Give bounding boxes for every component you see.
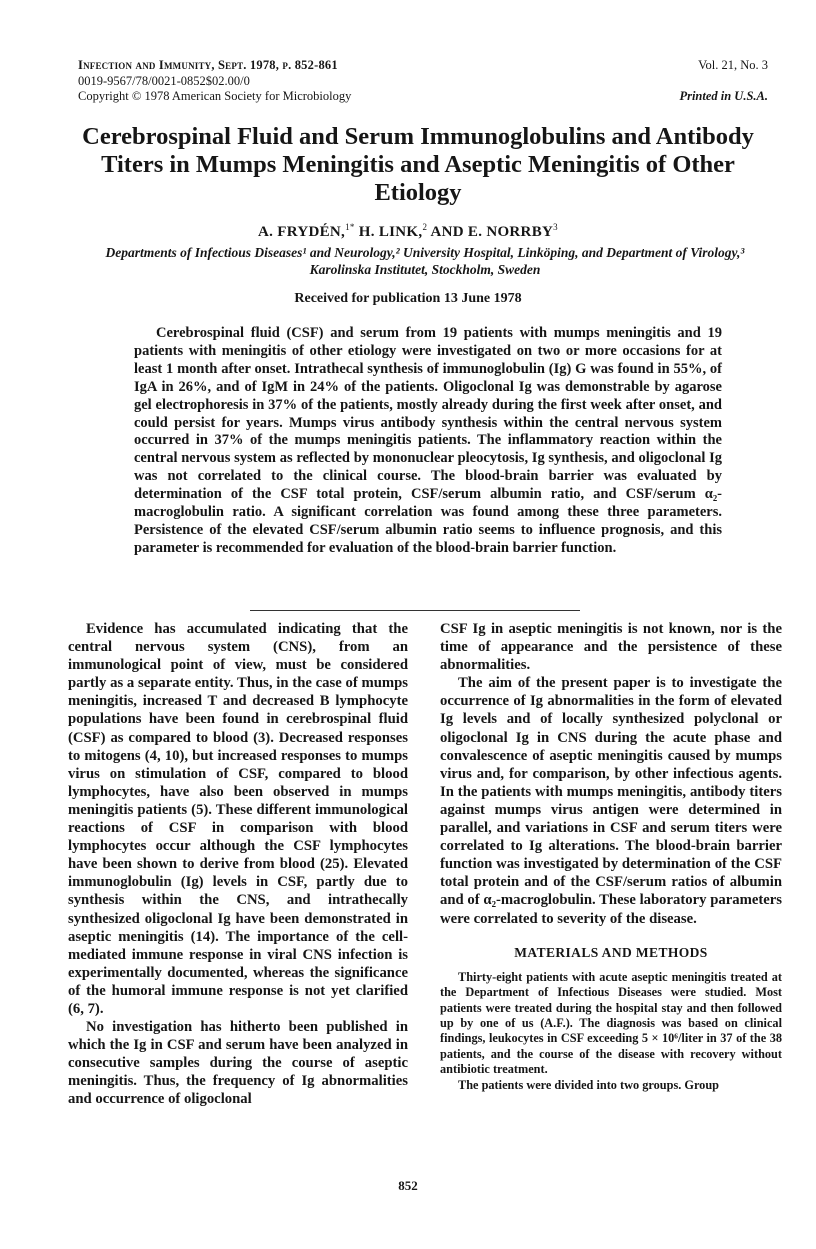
methods-paragraph-2: The patients were divided into two groups. Group bbox=[458, 1077, 720, 1092]
author-1-mark: 1* bbox=[345, 222, 355, 232]
methods-heading: MATERIALS AND METHODS bbox=[514, 944, 708, 960]
body-column-left bbox=[68, 620, 408, 1109]
intro-paragraph-2: No investigation has hitherto been published in which the Ig in CSF and serum have been analyzed in consecutive samples during the course of aseptic meningitis. Thus, the frequency of Ig abnormalities and occurrence of oligoclonal bbox=[68, 1019, 408, 1108]
article-title: Cerebrospinal Fluid and Serum Immunoglobulins and Antibody Titers in Mumps Meningitis and Aseptic Meningitis of Other Etiology bbox=[82, 123, 754, 206]
author-2-mark: 2 bbox=[422, 222, 428, 232]
author-2: H. LINK, bbox=[354, 224, 423, 240]
volume-number: Vol. 21, No. 3 bbox=[698, 58, 768, 72]
methods-paragraph-1: Thirty-eight patients with acute aseptic meningitis treated at the Department of Infectious Diseases were studied. Most patients were treated during the hospital stay and then followed up by one of us (A.F.). The diagnosis was based on clinical findings, leukocytes in CSF exceeding 5 × 10⁶/liter in 37 of the 38 patients, and the course of the disease with recovery without antibiotic treatment. bbox=[440, 969, 782, 1077]
author-3: AND E. NORRBY bbox=[427, 224, 554, 240]
printed-note: Printed in U.S.A. bbox=[679, 88, 768, 103]
affiliations: Departments of Infectious Diseases¹ and Neurology,² University Hospital, Linköping, and Department of Virology,³ Karolinska Institutet, Stockholm, Sweden bbox=[105, 245, 745, 277]
intro-paragraph-2-continued: CSF Ig in aseptic meningitis is not known, nor is the time of appearance and the persistence of these abnormalities. bbox=[440, 621, 782, 674]
volume-header bbox=[679, 58, 768, 104]
aim-paragraph: The aim of the present paper is to investigate the occurrence of Ig abnormalities in the form of elevated Ig levels and of locally synthesized polyclonal or oligoclonal Ig in CNS during the acute phase and convalescence of aseptic meningitis caused by mumps virus and, for comparison, by other infectious agents. In the patients with mumps meningitis, antibody titers against mumps virus antigen were determined in parallel, and variations in CSF and serum titers were correlated to Ig alterations. The blood-brain barrier function was investigated by determination of the CSF total protein and of the CSF/serum ratios of albumin and of α₂-macroglobulin. These laboratory parameters were correlated to severity of the disease. bbox=[440, 675, 782, 927]
author-3-mark: 3 bbox=[553, 222, 558, 232]
copyright-line: Copyright © 1978 American Society for Microbiology bbox=[78, 89, 352, 103]
issn-line: 0019-9567/78/0021-0852$02.00/0 bbox=[78, 73, 250, 88]
received-date: Received for publication 13 June 1978 bbox=[294, 291, 522, 306]
journal-citation: Infection and Immunity, Sept. 1978, p. 852-861 bbox=[78, 58, 338, 72]
author-1: A. FRYDÉN, bbox=[258, 224, 346, 240]
page-number: 852 bbox=[398, 1178, 418, 1193]
author-list bbox=[0, 222, 816, 241]
journal-header bbox=[78, 58, 351, 105]
section-divider bbox=[250, 610, 580, 611]
abstract: Cerebrospinal fluid (CSF) and serum from 19 patients with mumps meningitis and 19 patients with meningitis of other etiology were investigated on two or more occasions for at least 1 month after onset. Intrathecal synthesis of immunoglobulin (Ig) G was found in 55%, of IgA in 26%, and of IgM in 24% of the patients. Oligoclonal Ig was demonstrable by agarose gel electrophoresis in 37% of the patients, mostly already during the first week after onset, and could persist for years. Mumps virus antibody synthesis within the central nervous system occurred in 37% of the mumps meningitis patients. The inflammatory reaction within the central nervous system as reflected by mononuclear pleocytosis, Ig synthesis, and oligoclonal Ig was not correlated to the clinical course. The blood-brain barrier was evaluated by determination of the CSF total protein, CSF/serum albumin ratio, and CSF/serum α₂-macroglobulin ratio. A significant correlation was found among these three parameters. Persistence of the elevated CSF/serum albumin ratio seems to influence prognosis, and this parameter is recommended for evaluation of the blood-brain barrier function. bbox=[134, 325, 722, 556]
body-column-right bbox=[440, 620, 782, 1093]
intro-paragraph-1: Evidence has accumulated indicating that the central nervous system (CNS), from an immunological point of view, must be considered partly as a separate entity. Thus, in the case of mumps meningitis, increased T and decreased B lymphocyte populations have been found in cerebrospinal fluid (CSF) as compared to blood (3). Decreased responses to mitogens (4, 10), but increased responses to mumps virus on stimulation of CSF, compared to blood lymphocytes, have also been observed in mumps meningitis patients (5). These different immunological reactions of CSF in comparison with blood lymphocytes occur although the CSF lymphocytes have been shown to derive from blood (25). Elevated immunoglobulin (Ig) levels in CSF, partly due to synthesis within the CNS, and intrathecally synthesized oligoclonal Ig have been demonstrated in aseptic meningitis (14). The importance of the cell-mediated immune response in viral CNS infection is experimentally documented, whereas the significance of the humoral immune response is not yet clarified (6, 7). bbox=[68, 621, 408, 1017]
